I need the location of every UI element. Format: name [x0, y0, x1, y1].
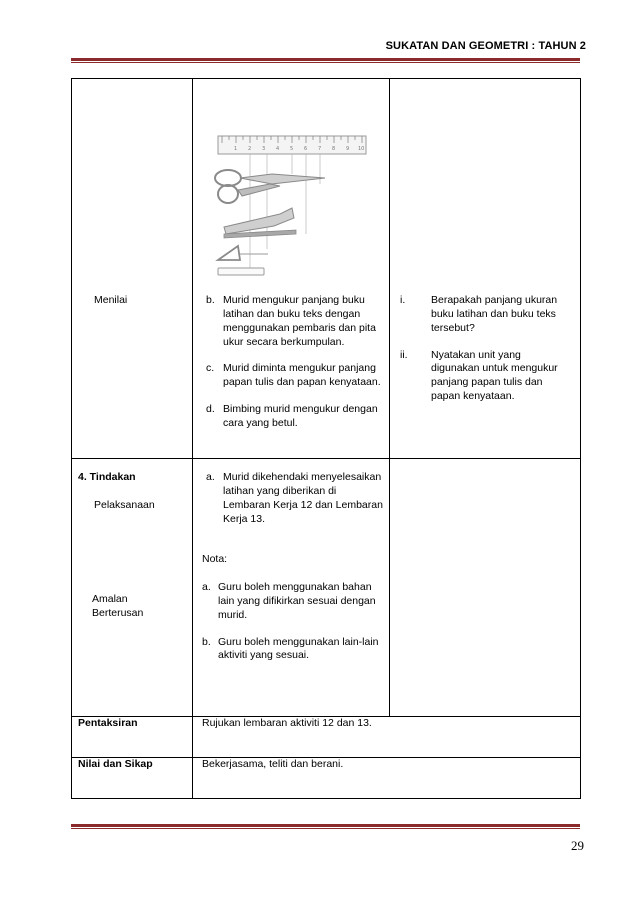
list-item: [400, 294, 572, 336]
list-marker: a.: [202, 581, 211, 593]
ruler-number: 1: [234, 146, 238, 152]
list-marker: b.: [206, 294, 215, 306]
list-item: [206, 471, 384, 526]
value-pentaksiran: Rujukan lembaran aktiviti 12 dan 13.: [193, 717, 581, 758]
table-row-tindakan: [72, 459, 581, 717]
list-marker: c.: [206, 362, 215, 375]
table-row-menilai: [72, 79, 581, 459]
list-text: Bimbing murid mengukur dengan cara yang betul.: [223, 403, 378, 430]
list-text: Berapakah panjang ukuran buku latihan dan buku teks tersebut?: [431, 294, 558, 334]
list-marker: a.: [206, 471, 215, 483]
list-text: Murid mengukur panjang buku latihan dan buku teks dengan menggunakan pembaris dan pita ukur secara berkumpulan.: [223, 294, 376, 348]
label-menilai: Menilai: [94, 294, 128, 306]
nota-label: Nota:: [202, 553, 228, 565]
cell-tindakan-activities: [193, 459, 390, 717]
cell-tindakan-empty: [390, 459, 581, 717]
header-rule-thick: [71, 58, 580, 61]
label-amalan: Amalan: [92, 593, 128, 605]
list-marker: i.: [400, 294, 406, 306]
label-pentaksiran: Pentaksiran: [72, 717, 193, 758]
list-text: Guru boleh menggunakan lain-lain aktiviti yang sesuai.: [218, 635, 379, 662]
lesson-plan-table: [71, 78, 581, 799]
label-berterusan: Berterusan: [92, 607, 144, 619]
ruler-number: 2: [248, 146, 252, 152]
list-text: Murid diminta mengukur panjang papan tulis dan papan kenyataan.: [223, 362, 381, 389]
ruler-number: 4: [276, 146, 280, 152]
page-number: 29: [571, 838, 584, 853]
list-item: [202, 581, 384, 623]
header-rule-thin: [71, 62, 580, 63]
list-text: Guru boleh menggunakan bahan lain yang difikirkan sesuai dengan murid.: [218, 581, 376, 621]
table-row-pentaksiran: [72, 717, 581, 758]
list-text: Nyatakan unit yang digunakan untuk mengukur panjang papan tulis dan papan kenyataan.: [431, 348, 558, 403]
list-marker: ii.: [400, 348, 408, 361]
cell-menilai-label: [72, 79, 193, 459]
label-tindakan: 4. Tindakan: [78, 471, 136, 483]
page-header-title: SUKATAN DAN GEOMETRI : TAHUN 2: [385, 40, 586, 52]
list-text: Murid dikehendaki menyelesaikan latihan yang diberikan di Lembaran Kerja 12 dan Lembaran Kerja 13.: [223, 471, 383, 525]
cell-menilai-questions: [390, 79, 581, 459]
table-row-nilai-sikap: [72, 758, 581, 799]
list-item: [400, 349, 572, 404]
list-item: [202, 636, 384, 664]
measuring-tools-illustration: [210, 134, 370, 284]
list-item: [206, 362, 384, 390]
value-nilai-sikap: Bekerjasama, teliti dan berani.: [193, 758, 581, 799]
footer-rule-thin: [71, 828, 580, 829]
ruler-number: 5: [290, 146, 294, 152]
list-item: [206, 294, 384, 349]
ruler-number: 9: [346, 146, 350, 152]
ruler-number: 8: [332, 146, 336, 152]
list-marker: d.: [206, 403, 215, 416]
list-marker: b.: [202, 635, 211, 648]
label-nilai-sikap: Nilai dan Sikap: [72, 758, 193, 799]
ruler-number: 10: [358, 146, 365, 152]
ruler-number: 7: [318, 146, 322, 152]
footer-rule-thick: [71, 824, 580, 827]
cell-menilai-activities: [193, 79, 390, 459]
ruler-number: 6: [304, 146, 308, 152]
ruler-number: 3: [262, 146, 266, 152]
cell-tindakan-label: [72, 459, 193, 717]
label-pelaksanaan: Pelaksanaan: [94, 499, 155, 511]
list-item: [206, 403, 384, 431]
